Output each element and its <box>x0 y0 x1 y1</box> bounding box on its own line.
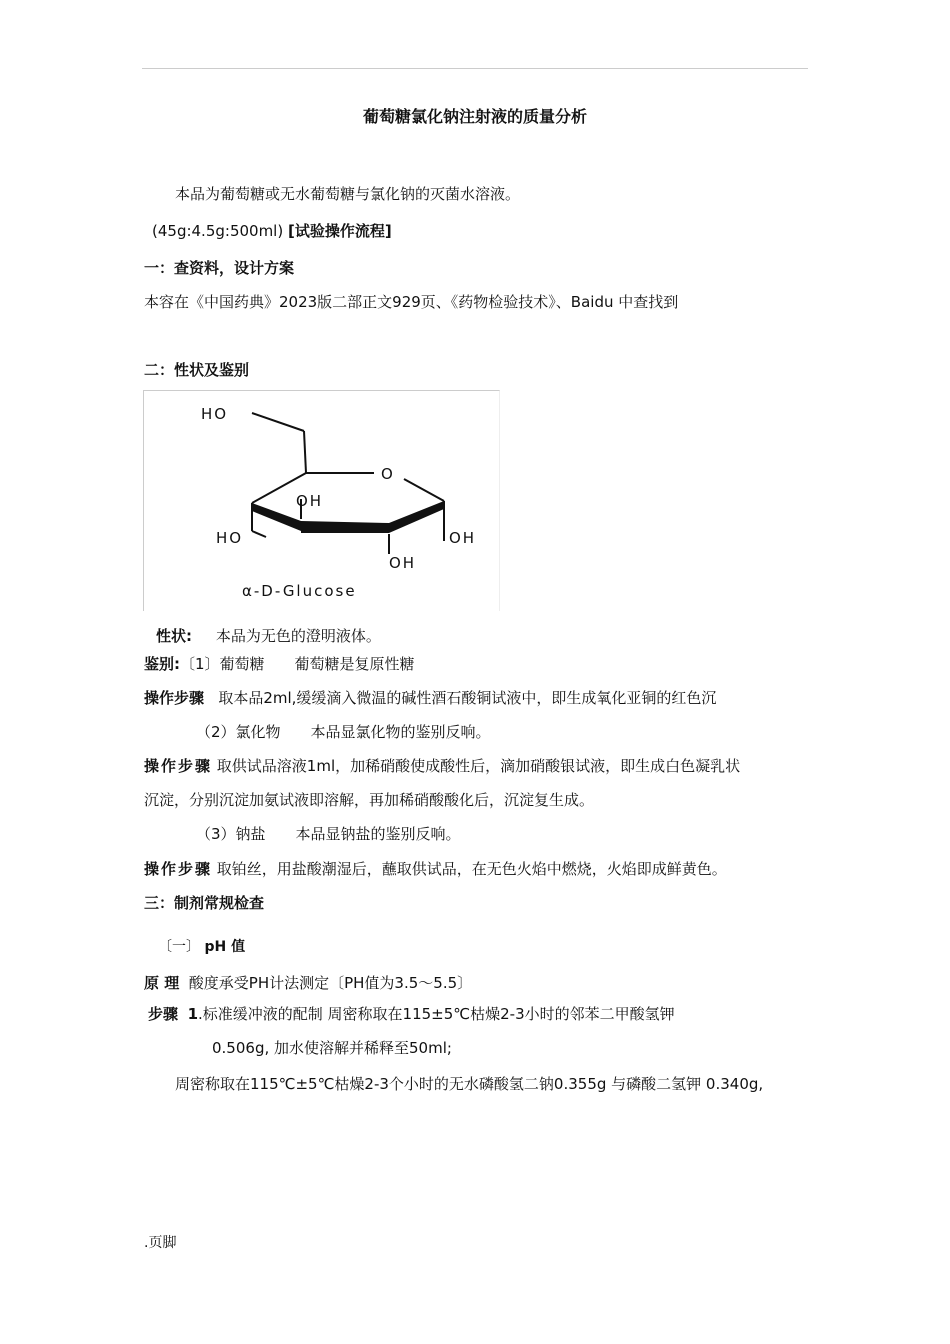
ph-subheading <box>158 937 245 957</box>
label-oh-bottom: OH <box>389 554 417 572</box>
label-ho-left: HO <box>216 529 244 547</box>
glucose-structure-figure <box>143 390 500 611</box>
step-3-line <box>144 859 727 879</box>
step-label: 操作步骤 <box>144 860 213 878</box>
identification-2: （2）氯化物 本品显氯化物的鉴别反响。 <box>196 723 491 741</box>
step-2-line <box>144 756 740 776</box>
label-ring-oxygen: O <box>381 465 395 483</box>
steps-label: 步骤 <box>148 1005 179 1023</box>
principle-text: 酸度承受PH计法测定〔PH值为3.5～5.5〕 <box>188 974 473 992</box>
step-label: 操作步骤 <box>144 689 205 707</box>
step-label: 操作步骤 <box>144 757 213 775</box>
identification-1: 〔1〕葡萄糖 葡萄糖是复原性糖 <box>180 655 415 673</box>
ph-title: pH 值 <box>204 939 246 955</box>
steps-line <box>148 1004 675 1024</box>
section3-heading: 三：制剂常规检查 <box>144 894 265 912</box>
principle-line <box>144 973 472 993</box>
figure-caption: α-D-Glucose <box>242 582 357 600</box>
section2-heading: 二：性状及鉴别 <box>144 361 250 379</box>
steps-number: 1 <box>187 1005 198 1023</box>
appearance-text: 本品为无色的澄明液体。 <box>215 627 381 645</box>
section1-heading: 一：查资料，设计方案 <box>144 259 295 277</box>
spec-line <box>152 221 392 241</box>
header-rule <box>142 68 808 69</box>
identification-line-1 <box>144 654 415 674</box>
label-ho-top: HO <box>201 405 229 423</box>
identification-3: （3）钠盐 本品显钠盐的鉴别反响。 <box>196 825 461 843</box>
ph-prefix: 〔一〕 <box>158 939 200 955</box>
step-3-text: 取铂丝，用盐酸潮湿后，蘸取供试品，在无色火焰中燃烧，火焰即成鲜黄色。 <box>216 860 727 878</box>
steps-continued: 0.506g, 加水使溶解并稀释至50ml; <box>212 1039 452 1057</box>
step-2-continued: 沉淀，分别沉淀加氨试液即溶解，再加稀硝酸酸化后，沉淀复生成。 <box>144 791 595 809</box>
page-footer: .页脚 <box>144 1235 177 1251</box>
glucose-structure-diagram <box>144 391 499 611</box>
label-oh-mid: OH <box>296 492 324 510</box>
identification-label: 鉴别: <box>144 655 180 673</box>
principle-label: 原 理 <box>144 974 180 992</box>
steps-next: 周密称取在115℃±5℃枯燥2-3个小时的无水磷酸氢二钠0.355g 与磷酸二氢钾 0.340g, <box>175 1075 764 1093</box>
spec-ratio: (45g:4.5g:500ml) <box>152 222 284 240</box>
steps-text: .标准缓冲液的配制 周密称取在115±5℃枯燥2-3小时的邻苯二甲酸氢钾 <box>198 1005 675 1023</box>
appearance-label: 性状: <box>156 627 192 645</box>
step-2-text: 取供试品溶液1ml，加稀硝酸使成酸性后，滴加硝酸银试液，即生成白色凝乳状 <box>216 757 741 775</box>
step-1-line <box>144 688 716 708</box>
step-1-text: 取本品2ml,缓缓滴入微温的碱性酒石酸铜试液中，即生成氧化亚铜的红色沉 <box>218 689 717 707</box>
intro-paragraph: 本品为葡萄糖或无水葡萄糖与氯化钠的灭菌水溶液。 <box>175 185 521 203</box>
document-title: 葡萄糖氯化钠注射液的质量分析 <box>362 107 587 126</box>
section1-text: 本容在《中国药典》2023版二部正文929页、《药物检验技术》、Baidu 中查找到 <box>144 293 679 311</box>
appearance-line <box>156 626 381 646</box>
spec-bold: [试验操作流程] <box>288 222 392 240</box>
label-oh-right: OH <box>449 529 477 547</box>
